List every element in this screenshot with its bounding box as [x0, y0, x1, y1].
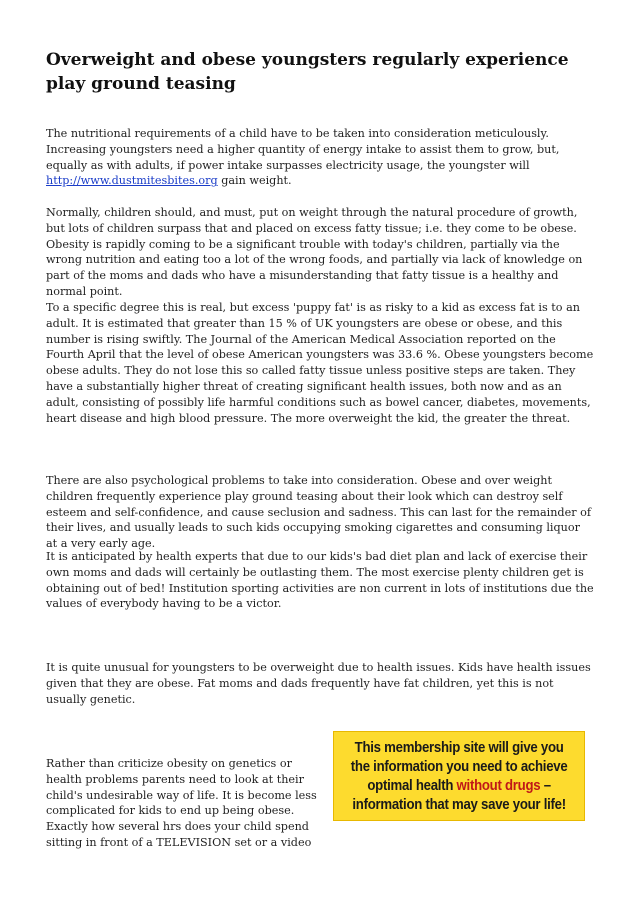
- paragraph-3: To a specific degree this is real, but excess 'puppy fat' is as risky to a kid as excess fat is to an adult. It is estimated that greater than 15 % of UK youngsters are obese or obese, and this number is rising swiftly. The Journal of the American Medical Association reported on the Fourth April that the level of obese American youngsters was 33.6 %. Obese youngsters become obese adults. They do not lose this so called fatty tissue unless positive steps are taken. They have a substantially higher threat of creating significant health issues, both now and as an adult, consisting of possibly life harmful conditions such as bowel cancer, diabetes, movements, heart disease and high blood pressure. The more overweight the kid, the greater the threat.: [46, 301, 594, 425]
- banner-line-2: the information you need to achieve: [350, 758, 568, 775]
- paragraph-1-text: The nutritional requirements of a child have to be taken into consideration meticulously. Increasing youngsters need a higher quantity of energy intake to assist them to grow, but, equally as with adults, if power intake surpasses electricity usage, the youngster will: [46, 127, 560, 172]
- paragraph-2: Normally, children should, and must, put on weight through the natural procedure of growth, but lots of children surpass that and placed on excess fatty tissue; i.e. they come to be obese. Obesity is rapidly coming to be a significant trouble with today's children, partially via the wrong nutrition and eating too a lot of the wrong foods, and partially via lack of knowledge on part of the moms and dads who have a misunderstanding that fatty tissue is a healthy and normal point.: [46, 206, 583, 298]
- page-title: Overweight and obese youngsters regularly experience play ground teasing: [46, 50, 569, 94]
- paragraph-4: There are also psychological problems to take into consideration. Obese and over weight children frequently experience play ground teasing about their look which can destroy self esteem and self-confidence, and cause seclusion and sadness. This can last for the remainder of their lives, and usually leads to such kids occupying smoking cigarettes and consuming liquor at a very early age.: [46, 474, 591, 551]
- banner-line-3: optimal health: [367, 777, 457, 794]
- paragraph-6: It is quite unusual for youngsters to be overweight due to health issues. Kids have health issues given that they are obese. Fat moms and dads frequently have fat children, yet this is not usually genetic.: [46, 661, 591, 706]
- membership-banner[interactable]: [333, 731, 585, 821]
- banner-text: [351, 738, 568, 814]
- banner-dash: –: [540, 777, 551, 794]
- dustmites-link[interactable]: http://www.dustmitesbites.org: [46, 174, 218, 188]
- paragraph-1: [46, 126, 594, 189]
- paragraph-5: It is anticipated by health experts that due to our kids's bad diet plan and lack of exercise their own moms and dads will certainly be outlasting them. The most exercise plenty children get is obtaining out of bed! Institution sporting activities are non current in lots of institutions due the values of everybody having to be a victor.: [46, 550, 594, 611]
- banner-highlight: without drugs: [456, 777, 541, 794]
- banner-line-4: information that may save your life!: [352, 796, 566, 813]
- banner-line-1: This membership site will give you: [354, 739, 564, 756]
- paragraph-7: Rather than criticize obesity on genetics or health problems parents need to look at their child's undesirable way of life. It is become less complicated for kids to end up being obese. Exactly how several hrs does your child spend sitting in front of a TELEVISION set or a video: [46, 757, 317, 849]
- paragraph-1-tail: gain weight.: [217, 174, 292, 188]
